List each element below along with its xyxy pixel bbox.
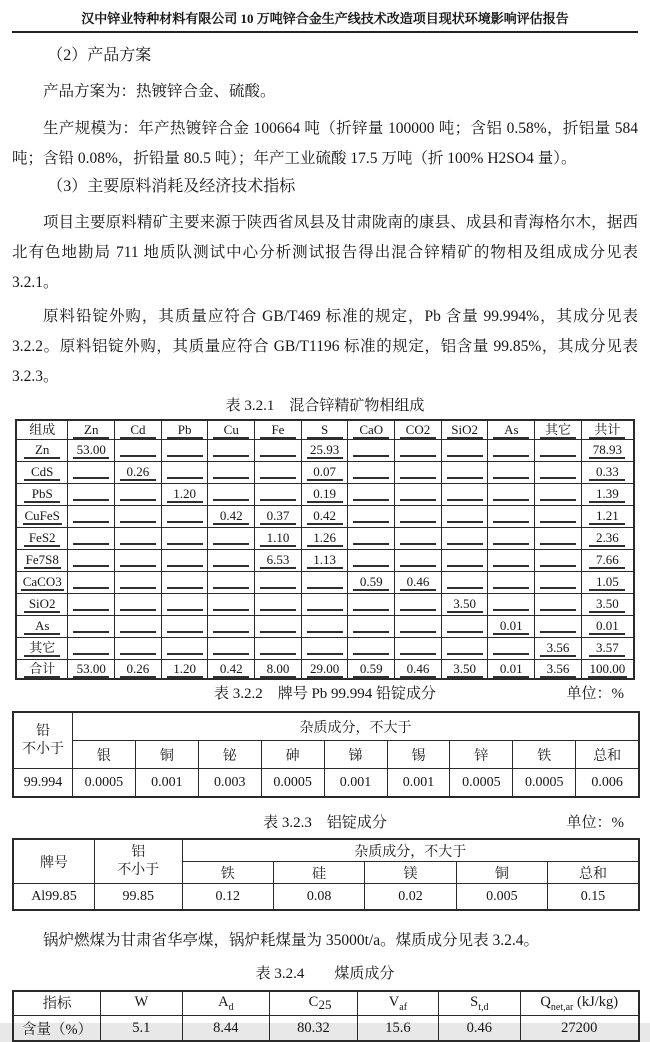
- table-cell: [68, 506, 115, 528]
- table-cell: 25.93: [301, 440, 348, 462]
- lead-ingot-composition-table: [12, 711, 640, 798]
- column-header: Fe: [255, 420, 302, 440]
- table-cell: [161, 638, 208, 660]
- table-cell: [441, 616, 488, 638]
- table-cell: 1.39: [581, 484, 634, 506]
- column-header: 铜: [135, 741, 198, 769]
- aluminum-ingot-composition-table: [12, 838, 640, 911]
- column-header: $S_{t,d}$: [439, 991, 520, 1016]
- paragraph-ore-sources: 项目主要原料精矿主要来源于陕西省凤县及甘肃陇南的康县、成县和青海格尔木，据西北有色地勘局 711 地质队测试中心分析测试报告得出混合锌精矿的物相及组成成分见表 3.2.1。: [12, 214, 638, 291]
- table-cell: 5.1: [101, 1016, 182, 1042]
- table-body: [16, 440, 634, 680]
- column-header: $Q_{net,ar}$ (kJ/kg): [520, 991, 639, 1016]
- table-cell: SiO2: [16, 594, 68, 616]
- table-cell: [68, 616, 115, 638]
- table-cell: [535, 484, 582, 506]
- table-cell: [441, 484, 488, 506]
- column-header: 总和: [548, 862, 639, 884]
- table-cell: [208, 616, 255, 638]
- table-cell: [348, 484, 395, 506]
- column-header: 组成: [16, 420, 68, 440]
- table-row: [16, 462, 634, 484]
- table-cell: 53.00: [68, 660, 115, 680]
- table-cell: [255, 594, 302, 616]
- table-cell: [115, 440, 162, 462]
- table-cell: 1.05: [581, 572, 634, 594]
- table-322-unit-label: 单位：%: [566, 686, 624, 703]
- column-header: 铋: [198, 741, 261, 769]
- aluminum-min-header: [94, 839, 182, 884]
- table-cell: 0.003: [198, 769, 261, 798]
- aluminum-label: 铝: [131, 844, 146, 860]
- table-cell: [255, 572, 302, 594]
- table-header-row: [13, 839, 639, 862]
- table-cell: 0.42: [208, 660, 255, 680]
- table-cell: [441, 506, 488, 528]
- table-cell: [488, 594, 535, 616]
- table-cell: [208, 462, 255, 484]
- table-cell: 0.0005: [72, 769, 135, 798]
- table-cell: 3.50: [441, 594, 488, 616]
- table-cell: [348, 550, 395, 572]
- table-cell: [68, 594, 115, 616]
- table-cell: 6.53: [255, 550, 302, 572]
- column-header: Cu: [208, 420, 255, 440]
- table-cell: 0.005: [456, 884, 547, 911]
- table-cell: [535, 572, 582, 594]
- table-cell: 0.001: [387, 769, 450, 798]
- table-cell: [535, 440, 582, 462]
- table-cell: [441, 528, 488, 550]
- table-cell: [441, 440, 488, 462]
- table-cell: [301, 594, 348, 616]
- table-cell: [208, 484, 255, 506]
- table-cell: [115, 616, 162, 638]
- table-cell: [535, 506, 582, 528]
- table-cell: [395, 528, 442, 550]
- table-row: [13, 884, 639, 911]
- table-row: [16, 572, 634, 594]
- table-cell: [161, 440, 208, 462]
- table-cell: [488, 462, 535, 484]
- table-row: [16, 484, 634, 506]
- table-cell: 3.50: [581, 594, 634, 616]
- table-cell: [395, 638, 442, 660]
- table-cell: 3.50: [441, 660, 488, 680]
- table-cell: 0.07: [301, 462, 348, 484]
- table-cell: 0.01: [488, 660, 535, 680]
- column-header: $V_{af}$: [357, 991, 438, 1016]
- column-header: $A_d$: [182, 991, 270, 1016]
- table-cell: 29.00: [301, 660, 348, 680]
- table-cell: 0.001: [324, 769, 387, 798]
- table-cell: 15.6: [357, 1016, 438, 1042]
- table-cell: 0.08: [273, 884, 364, 911]
- table-cell: [488, 638, 535, 660]
- table-cell: [208, 638, 255, 660]
- table-cell: [535, 594, 582, 616]
- table-cell: 0.01: [581, 616, 634, 638]
- table-323-caption-row: [12, 813, 638, 833]
- table-cell: 0.0005: [261, 769, 324, 798]
- paragraph-product-plan: 产品方案为：热镀锌合金、硫酸。: [43, 83, 276, 100]
- column-header: CaO: [348, 420, 395, 440]
- table-cell: 100.00: [581, 660, 634, 680]
- table-cell: 2.36: [581, 528, 634, 550]
- table-cell: 3.56: [535, 660, 582, 680]
- table-cell: 8.00: [255, 660, 302, 680]
- table-cell: [161, 550, 208, 572]
- table-cell: [395, 484, 442, 506]
- table-cell: [301, 638, 348, 660]
- column-header: 指标: [13, 991, 101, 1016]
- lead-value-cell: 99.994: [13, 769, 72, 798]
- table-cell: [348, 506, 395, 528]
- table-cell: [161, 462, 208, 484]
- table-cell: [208, 594, 255, 616]
- column-header: CO2: [395, 420, 442, 440]
- table-cell: [68, 462, 115, 484]
- table-322-caption: 表 3.2.2 牌号 Pb 99.994 铅锭成分: [213, 686, 437, 703]
- table-cell: 0.0005: [450, 769, 513, 798]
- grade-value-cell: Al99.85: [13, 884, 94, 911]
- table-cell: [441, 572, 488, 594]
- table-row: [16, 506, 634, 528]
- section-heading-raw-materials: （3）主要原料消耗及经济技术指标: [47, 178, 296, 195]
- table-cell: Fe7S8: [16, 550, 68, 572]
- table-cell: 3.56: [535, 638, 582, 660]
- table-cell: [255, 638, 302, 660]
- paragraph-production-scale: 生产规模为：年产热镀锌合金 100664 吨（折锌量 100000 吨；含铝 0.58%，折铝量 584 吨；含铅 0.08%，折铅量 80.5 吨）；年产工业硫酸 17.5 万吨（折 100% H2SO4 量）。: [12, 120, 638, 167]
- table-cell: 1.13: [301, 550, 348, 572]
- table-cell: 1.21: [581, 506, 634, 528]
- table-322-caption-row: [12, 684, 638, 704]
- table-cell: [488, 484, 535, 506]
- table-subheader-row: [13, 741, 639, 769]
- table-cell: 78.93: [581, 440, 634, 462]
- table-cell: [115, 550, 162, 572]
- column-header: Zn: [68, 420, 115, 440]
- table-cell: 7.66: [581, 550, 634, 572]
- table-cell: [488, 572, 535, 594]
- table-header-row: [13, 712, 639, 741]
- column-header: As: [488, 420, 535, 440]
- table-cell: [488, 506, 535, 528]
- table-cell: As: [16, 616, 68, 638]
- table-row: [13, 1016, 639, 1042]
- impurity-header: 杂质成分，不大于: [72, 712, 639, 741]
- zinc-concentrate-phase-table: [15, 419, 635, 680]
- table-cell: [68, 528, 115, 550]
- table-row: [16, 616, 634, 638]
- table-cell: 0.42: [301, 506, 348, 528]
- column-header: W: [101, 991, 182, 1016]
- table-cell: 8.44: [182, 1016, 270, 1042]
- table-cell: [535, 550, 582, 572]
- table-cell: [535, 616, 582, 638]
- table-cell: [488, 550, 535, 572]
- table-cell: 53.00: [68, 440, 115, 462]
- table-cell: 0.37: [255, 506, 302, 528]
- table-cell: [115, 594, 162, 616]
- table-cell: 0.01: [488, 616, 535, 638]
- table-cell: [68, 572, 115, 594]
- column-header: 锡: [387, 741, 450, 769]
- table-cell: [441, 638, 488, 660]
- aluminum-value-cell: 99.85: [94, 884, 182, 911]
- table-cell: [395, 594, 442, 616]
- table-cell: [208, 440, 255, 462]
- table-cell: [68, 550, 115, 572]
- table-cell: [395, 550, 442, 572]
- table-cell: [255, 484, 302, 506]
- table-cell: 合计: [16, 660, 68, 680]
- column-header: 其它: [535, 420, 582, 440]
- column-header: S: [301, 420, 348, 440]
- table-cell: [535, 528, 582, 550]
- table-cell: 0.12: [182, 884, 273, 911]
- table-cell: [348, 616, 395, 638]
- table-row: [16, 660, 634, 680]
- table-cell: [161, 616, 208, 638]
- table-cell: 0.46: [439, 1016, 520, 1042]
- table-cell: [301, 616, 348, 638]
- table-row: [16, 638, 634, 660]
- table-cell: [161, 594, 208, 616]
- table-cell: Zn: [16, 440, 68, 462]
- column-header: 铜: [456, 862, 547, 884]
- column-header: C: [270, 991, 358, 1016]
- paragraph-boiler-coal: 锅炉燃煤为甘肃省华亭煤，锅炉耗煤量为 35000t/a。煤质成分见表 3.2.4。: [43, 932, 539, 950]
- table-cell: CuFeS: [16, 506, 68, 528]
- table-cell: 0.001: [135, 769, 198, 798]
- grade-header: 牌号: [13, 839, 94, 884]
- table-cell: 0.59: [348, 660, 395, 680]
- table-cell: [348, 440, 395, 462]
- column-header: 硅: [273, 862, 364, 884]
- table-cell: [395, 440, 442, 462]
- table-cell: [348, 638, 395, 660]
- table-cell: [441, 550, 488, 572]
- table-cell: [395, 616, 442, 638]
- table-cell: 1.10: [255, 528, 302, 550]
- table-cell: 27200: [520, 1016, 639, 1042]
- table-cell: [395, 462, 442, 484]
- table-cell: 0.26: [115, 660, 162, 680]
- table-cell: 1.20: [161, 484, 208, 506]
- table-cell: [255, 616, 302, 638]
- table-cell: 0.0005: [513, 769, 576, 798]
- table-cell: [488, 440, 535, 462]
- table-cell: [348, 528, 395, 550]
- table-cell: [255, 462, 302, 484]
- table-cell: 0.59: [348, 572, 395, 594]
- running-header: 汉中锌业特种材料有限公司 10 万吨锌合金生产线技术改造项目现状环境影响评估报告: [81, 11, 569, 26]
- table-cell: 其它: [16, 638, 68, 660]
- paragraph-lead-aluminum-ingots: 原料铅锭外购，其质量应符合 GB/T469 标准的规定，Pb 含量 99.994%，其成分见表 3.2.2。原料铝锭外购，其质量应符合 GB/T1196 标准的规定，铝含量 99.85%，其成分见表 3.2.3。: [12, 308, 638, 385]
- table-cell: [68, 484, 115, 506]
- table-cell: 0.006: [576, 769, 639, 798]
- row-label-cell: 含量（%）: [13, 1016, 101, 1042]
- table-row: [13, 769, 639, 798]
- table-row: [16, 594, 634, 616]
- table-cell: [301, 572, 348, 594]
- table-cell: CdS: [16, 462, 68, 484]
- column-header: 砷: [261, 741, 324, 769]
- table-cell: [115, 484, 162, 506]
- column-header: 银: [72, 741, 135, 769]
- table-cell: [395, 506, 442, 528]
- table-cell: [208, 572, 255, 594]
- table-cell: [161, 572, 208, 594]
- column-header: 铁: [182, 862, 273, 884]
- table-cell: 0.26: [115, 462, 162, 484]
- table-cell: 0.46: [395, 660, 442, 680]
- page-number: 25: [318, 997, 332, 1012]
- table-cell: 0.42: [208, 506, 255, 528]
- not-less-than-label: 不小于: [117, 862, 160, 878]
- table-cell: 0.15: [548, 884, 639, 911]
- table-header-row: [16, 420, 634, 440]
- table-321-caption: 表 3.2.1 混合锌精矿物相组成: [225, 398, 425, 414]
- column-header: 铁: [513, 741, 576, 769]
- table-cell: [488, 528, 535, 550]
- table-cell: 80.32: [270, 1016, 358, 1042]
- column-header: 总和: [576, 741, 639, 769]
- column-header: 锌: [450, 741, 513, 769]
- table-cell: [161, 506, 208, 528]
- table-cell: 0.19: [301, 484, 348, 506]
- section-heading-product-plan: （2）产品方案: [47, 47, 152, 64]
- table-cell: [161, 528, 208, 550]
- impurity-header: 杂质成分，不大于: [182, 839, 639, 862]
- table-cell: 0.33: [581, 462, 634, 484]
- not-less-than-label: 不小于: [21, 741, 64, 757]
- header-rule: [12, 31, 638, 33]
- lead-label: 铅: [35, 723, 50, 739]
- table-cell: [115, 572, 162, 594]
- column-header: 锑: [324, 741, 387, 769]
- table-cell: [115, 638, 162, 660]
- table-cell: [208, 550, 255, 572]
- table-cell: PbS: [16, 484, 68, 506]
- table-cell: FeS2: [16, 528, 68, 550]
- column-header: 镁: [365, 862, 456, 884]
- table-cell: [441, 462, 488, 484]
- table-cell: CaCO3: [16, 572, 68, 594]
- table-324-caption: 表 3.2.4 煤质成分: [255, 966, 395, 983]
- table-323-unit-label: 单位：%: [566, 815, 624, 832]
- lead-min-header: [13, 712, 72, 769]
- table-cell: 0.46: [395, 572, 442, 594]
- table-cell: [348, 462, 395, 484]
- column-header: Cd: [115, 420, 162, 440]
- table-row: [16, 440, 634, 462]
- table-cell: [68, 638, 115, 660]
- table-cell: 0.02: [365, 884, 456, 911]
- table-323-caption: 表 3.2.3 铝锭成分: [263, 815, 387, 832]
- table-cell: 1.26: [301, 528, 348, 550]
- table-row: [16, 550, 634, 572]
- column-header: 共计: [581, 420, 634, 440]
- table-cell: [115, 528, 162, 550]
- table-cell: [535, 462, 582, 484]
- table-cell: [115, 506, 162, 528]
- table-cell: [208, 528, 255, 550]
- column-header: Pb: [161, 420, 208, 440]
- table-cell: [348, 594, 395, 616]
- column-header: SiO2: [441, 420, 488, 440]
- table-cell: [255, 440, 302, 462]
- table-row: [16, 528, 634, 550]
- table-cell: 1.20: [161, 660, 208, 680]
- table-cell: 3.57: [581, 638, 634, 660]
